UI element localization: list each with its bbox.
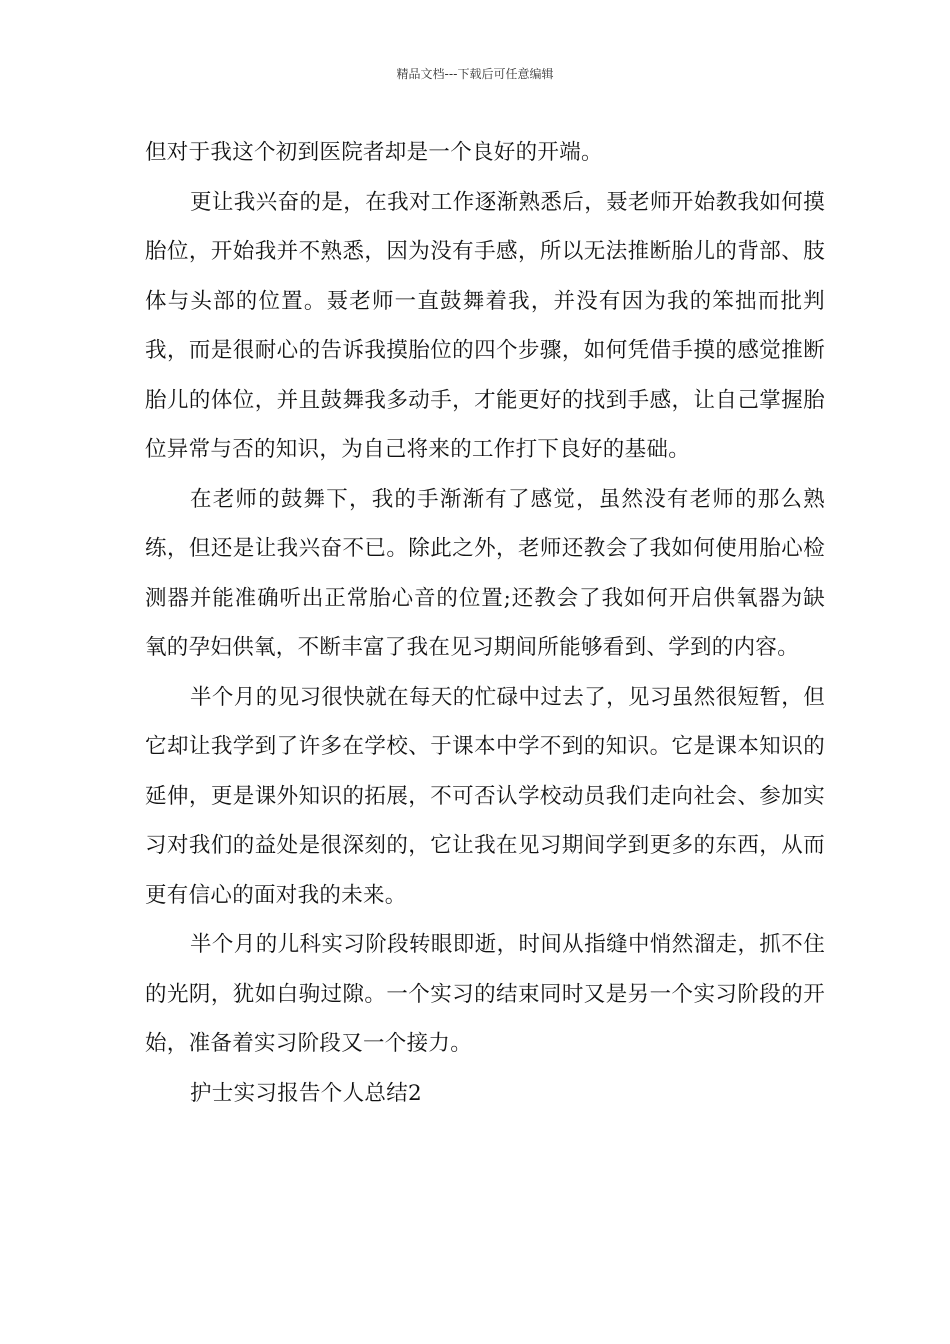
document-body <box>145 128 825 1118</box>
paragraph-continuation: 但对于我这个初到医院者却是一个良好的开端。 <box>145 140 603 165</box>
section-heading: 护士实习报告个人总结2 <box>190 1080 422 1106</box>
paragraph: 半个月的见习很快就在每天的忙碌中过去了，见习虽然很短暂，但它却让我学到了许多在学校、于课本中学不到的知识。它是课本知识的延伸，更是课外知识的拓展，不可否认学校动员我们走向社会、参加实习对我们的益处是很深刻的，它让我在见习期间学到更多的东西，从而更有信心的面对我的未来。 <box>145 684 825 908</box>
paragraph: 在老师的鼓舞下，我的手渐渐有了感觉，虽然没有老师的那么熟练，但还是让我兴奋不已。除此之外，老师还教会了我如何使用胎心检测器并能准确听出正常胎心音的位置;还教会了我如何开启供氧器为缺氧的孕妇供氧，不断丰富了我在见习期间所能够看到、学到的内容。 <box>145 486 825 660</box>
page-header: 精品文档---下载后可任意编辑 <box>396 67 554 81</box>
paragraph: 半个月的儿科实习阶段转眼即逝，时间从指缝中悄然溜走，抓不住的光阴，犹如白驹过隙。一个实习的结束同时又是另一个实习阶段的开始，准备着实习阶段又一个接力。 <box>145 932 825 1056</box>
paragraph: 更让我兴奋的是，在我对工作逐渐熟悉后，聂老师开始教我如何摸胎位，开始我并不熟悉，因为没有手感，所以无法推断胎儿的背部、肢体与头部的位置。聂老师一直鼓舞着我，并没有因为我的笨拙而批判我，而是很耐心的告诉我摸胎位的四个步骤，如何凭借手摸的感觉推断胎儿的体位，并且鼓舞我多动手，才能更好的找到手感，让自己掌握胎位异常与否的知识，为自己将来的工作打下良好的基础。 <box>145 189 825 462</box>
